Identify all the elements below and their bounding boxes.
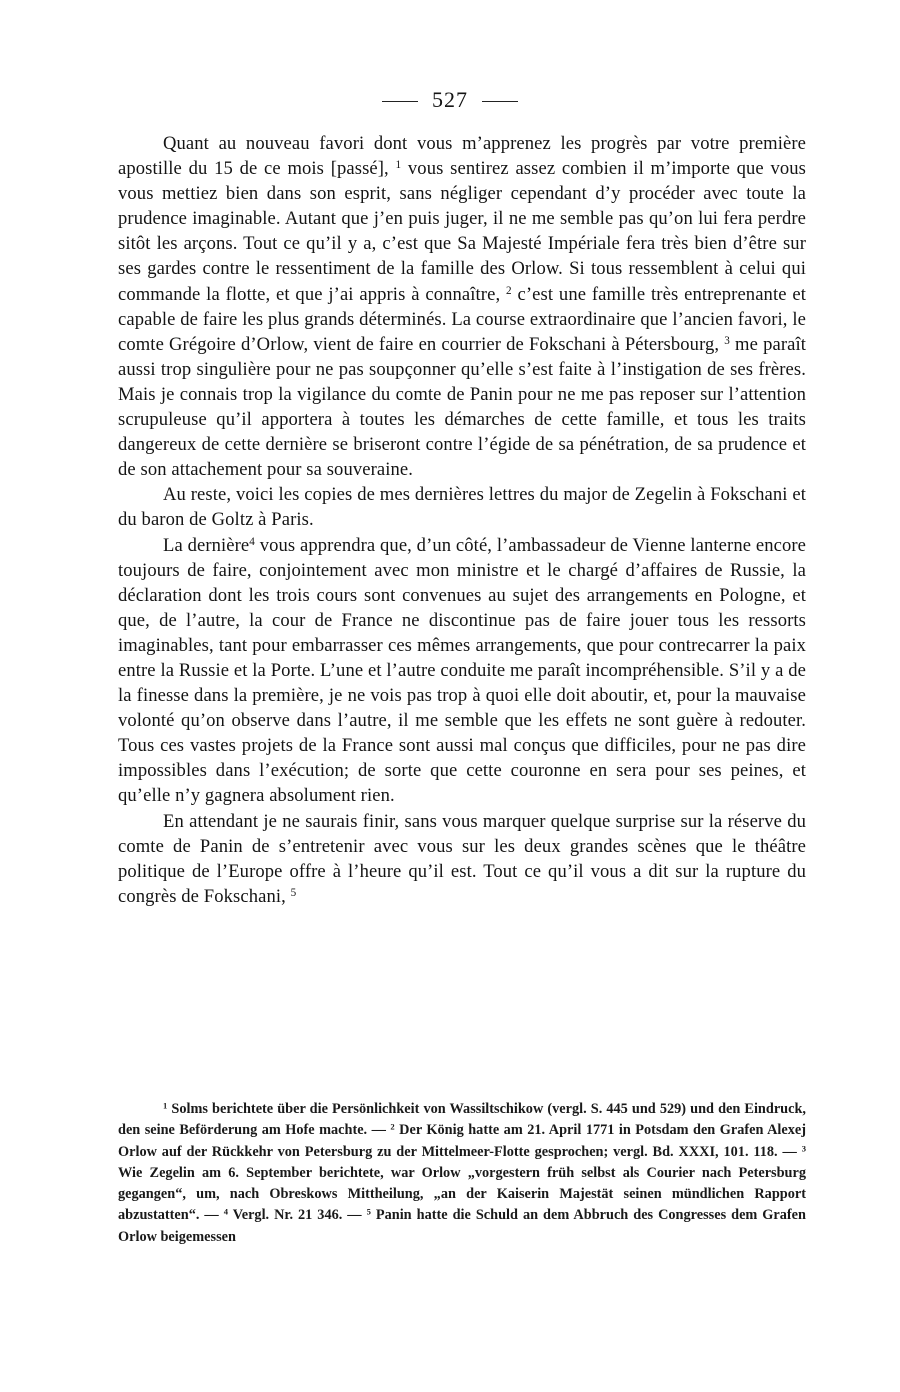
footnote-text: Der König hatte am 21. April 1771 in Potsdam den Grafen Alexej Orlow auf der Rückkehr von Petersburg zu der Mittelmeer-Flotte gesprochen; vergl. Bd. XXXI, 101. 118. —	[118, 1122, 806, 1160]
header-rule-left	[382, 101, 418, 102]
paragraph	[118, 809, 806, 909]
paragraph-text: vous sentirez assez combien il m’importe que vous vous mettiez bien dans son esprit, sans négliger cependant d’y procéder avec toute la prudence imaginable. Autant que j’en puis juger, il ne me semble pas qu’on lui fera perdre sitôt les arçons. Tout ce qu’il y a, c’est que Sa Majesté Impériale fera très bien d’être sur ses gardes contre le ressentiment de la famille des Orlow. Si tous ressemblent à celui qui commande la flotte, et que j’ai appris à connaître,	[118, 158, 806, 305]
footnote-number: 5	[366, 1206, 371, 1217]
footnote-text: Panin hatte die Schuld an dem Abbruch des Congresses dem Grafen Orlow beigemessen	[118, 1207, 806, 1245]
paragraph	[118, 533, 806, 809]
paragraph-text: En attendant je ne saurais finir, sans vous marquer quelque surprise sur la réserve du comte de Panin de s’entretenir avec vous sur les deux grandes scènes que le théâtre politique de l’Europe offre à l’heure qu’il est. Tout ce qu’il vous a dit sur la rupture du congrès de Fokschani,	[118, 810, 806, 907]
footnote-number: 3	[801, 1142, 806, 1153]
page-header	[0, 86, 900, 114]
footnote-text: Wie Zegelin am 6. September berichtete, war Orlow „vorgestern früh selbst als Courier nach Petersburg gegangen“, um, nach Obreskows Mittheilung, „an der Kaiserin Majestät seinen mündlichen Rapport abzustatten“. —	[118, 1164, 806, 1224]
main-text	[118, 131, 806, 909]
footnote-marker: 5	[290, 886, 297, 899]
paragraph-text: Au reste, voici les copies de mes dernières lettres du major de Zegelin à Fokschani et du baron de Goltz à Paris.	[118, 484, 806, 531]
page-number: 527	[432, 87, 468, 112]
footnote-marker: 4	[249, 535, 255, 548]
footnote-number: 4	[223, 1206, 228, 1217]
footnote-text: Vergl. Nr. 21 346. —	[227, 1207, 367, 1224]
footnote	[118, 1099, 806, 1248]
paragraph-text: vous apprendra que, d’un côté, l’ambassadeur de Vienne lanterne encore toujours de faire, conjointement avec mon ministre et le chargé d’affaires de Russie, la déclaration dont les trois cours sont convenues au sujet des arrangements en Pologne, et que, de l’autre, la cour de France ne discontinue pas de faire jouer tous les ressorts imaginables, tant pour embarrasser ces mêmes arrangements, que pour contrecarrer la paix entre la Russie et la Porte. L’une et l’autre conduite me paraît incompréhensible. S’il y a de la finesse dans la première, je ne vois pas trop à quoi elle doit aboutir, et, pour la mauvaise volonté qu’on observe dans l’autre, il me semble que les effets ne sont guère à redouter. Tous ces vastes projets de la France sont aussi mal conçus que difficiles, pour ne pas dire impossibles dans l’exécution; de sorte que cette couronne en sera pour ses peines, et qu’elle n’y gagnera absolument rien.	[118, 534, 806, 807]
footnote-number: 2	[390, 1121, 395, 1132]
footnotes	[118, 1099, 806, 1248]
footnote-marker: 3	[724, 334, 730, 347]
footnote-number: 1	[163, 1100, 168, 1111]
footnote-marker: 2	[506, 284, 512, 297]
paragraph-text: La dernière	[163, 534, 250, 556]
footnote-text: Solms berichtete über die Persönlichkeit von Wassiltschikow (vergl. S. 445 und 529) und den Eindruck, den seine Beförderung am Hofe machte. —	[118, 1101, 806, 1139]
paragraph-text: Quant au nouveau favori dont vous m’apprenez les progrès par votre première apostille du 15 de ce mois [passé],	[118, 133, 806, 180]
paragraph	[118, 482, 806, 532]
paragraph	[118, 131, 806, 482]
footnote-marker: 1	[395, 158, 402, 171]
paragraph-text: me paraît aussi trop singulière pour ne pas soupçonner qu’elle s’est faite à l’instigation de ses frères. Mais je connais trop la vigilance du comte de Panin pour ne me pas reposer sur l’attention scrupuleuse qu’il apportera à toutes les démarches de cette famille, et tous les traits dangereux de cette dernière se briseront contre l’égide de sa pénétration, de sa prudence et de son attachement pour sa souveraine.	[118, 333, 806, 481]
paragraph-text: c’est une famille très entreprenante et capable de faire les plus grands déterminés. La course extraordinaire que l’ancien favori, le comte Grégoire d’Orlow, vient de faire en courrier de Fokschani à Pétersbourg,	[118, 283, 806, 355]
header-rule-right	[482, 101, 518, 102]
